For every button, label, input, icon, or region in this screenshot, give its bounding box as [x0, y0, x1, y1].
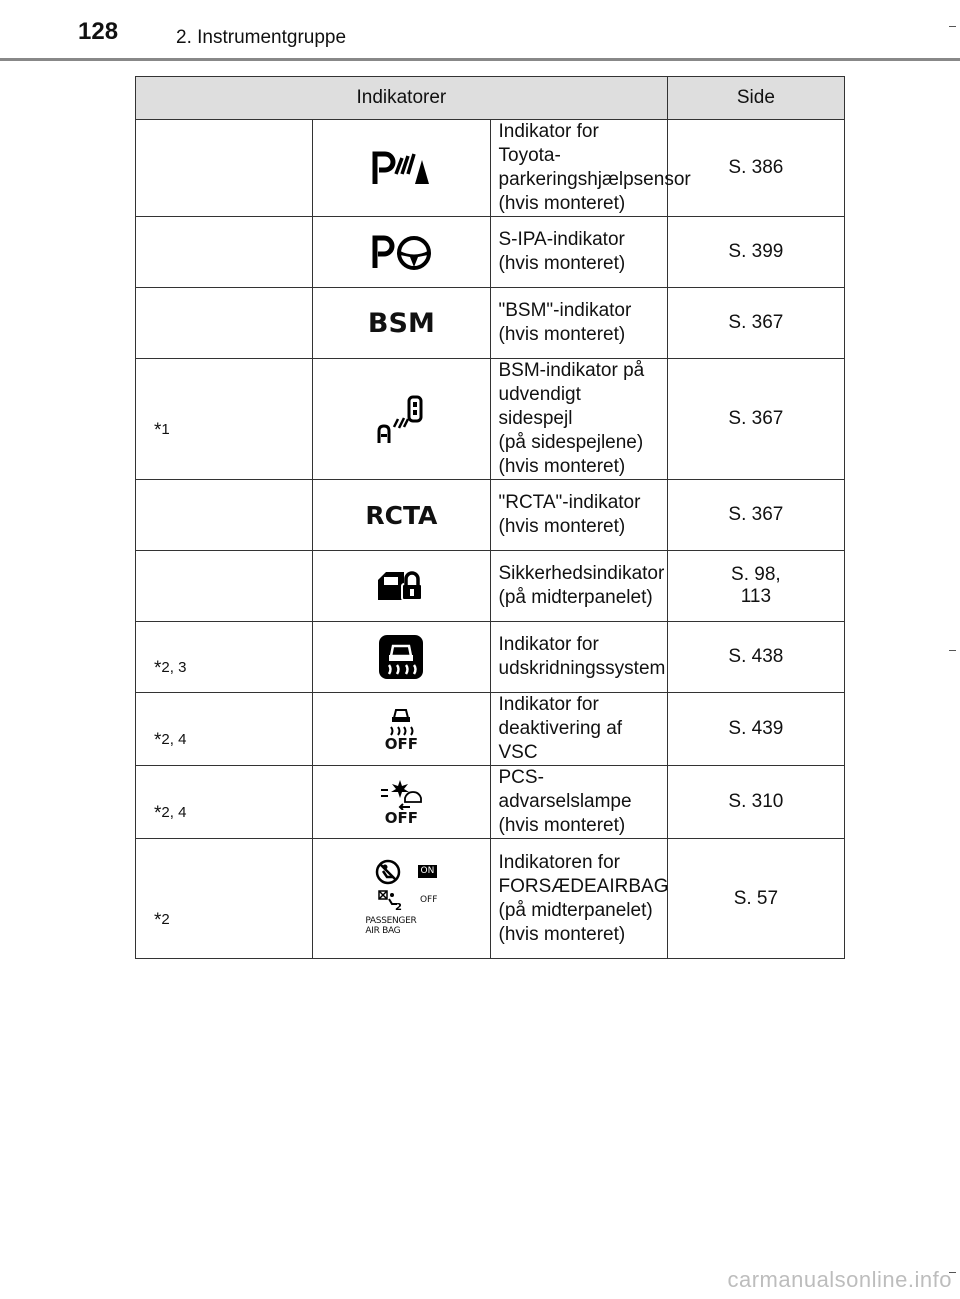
- page-reference-cell: [667, 288, 844, 359]
- footnote-number: 2, 4: [161, 804, 187, 821]
- icon-cell: [313, 622, 490, 693]
- icon-cell: [313, 551, 490, 622]
- note-cell: [136, 359, 313, 480]
- footnote-marker: *2: [154, 909, 170, 931]
- page-reference-cell: [667, 693, 844, 766]
- description-line: (på midterpanelet) (hvis monteret): [498, 899, 653, 945]
- chapter-title: 2. Instrumentgruppe: [176, 27, 347, 48]
- description-line: Indikatoren for FORSÆDEAIRBAG: [498, 851, 669, 897]
- note-cell: [136, 217, 313, 288]
- note-cell: [136, 622, 313, 693]
- page-reference-cell: [667, 839, 844, 959]
- page-reference: S. 367: [728, 504, 784, 525]
- icon-cell: [313, 480, 490, 551]
- footnote-marker: *2, 3: [154, 658, 187, 679]
- bsm-icon: BSM: [367, 307, 435, 339]
- page-reference-cell: [667, 622, 844, 693]
- page-reference: 113: [740, 586, 772, 607]
- table-row: [136, 480, 845, 551]
- table-header-row: [136, 77, 845, 120]
- icon-cell: [313, 288, 490, 359]
- page-reference-cell: [667, 120, 844, 217]
- note-cell: [136, 551, 313, 622]
- note-cell: [136, 766, 313, 839]
- description-cell: [490, 839, 667, 959]
- note-cell: [136, 288, 313, 359]
- icon-cell: [313, 839, 490, 959]
- footnote-number: 1: [161, 421, 170, 438]
- page-reference: S. 310: [728, 791, 784, 812]
- page-reference-cell: [667, 766, 844, 839]
- description-line: PCS-advarselslampe (hvis monteret): [498, 767, 632, 836]
- note-cell: [136, 480, 313, 551]
- page-reference: S. 439: [728, 718, 784, 739]
- table-row: [136, 551, 845, 622]
- crop-mark: [949, 26, 956, 27]
- airbag-label: AIR BAG: [365, 925, 401, 936]
- rcta-icon: RCTA: [365, 500, 438, 530]
- off-badge: OFF: [419, 894, 438, 905]
- description-line: Indikator for deaktivering af VSC: [498, 694, 623, 763]
- page-reference-cell: [667, 551, 844, 622]
- page-reference: S. 367: [728, 408, 784, 429]
- description-cell: [490, 120, 691, 217]
- table-row: [136, 622, 845, 693]
- table-row: [136, 120, 845, 217]
- table-row: [136, 217, 845, 288]
- description-line: S-IPA-indikator (hvis monteret): [498, 229, 626, 274]
- table-row: [136, 359, 845, 480]
- passenger-label: PASSENGER: [365, 915, 417, 926]
- parking-sensor-icon: [313, 148, 489, 188]
- footnote-number: 2, 4: [161, 731, 187, 748]
- vsc-off-icon: [313, 706, 489, 752]
- description-line: "BSM"-indikator (hvis monteret): [498, 300, 632, 345]
- page-reference: S. 57: [733, 887, 779, 909]
- note-cell: [136, 839, 313, 959]
- description-cell: [490, 480, 667, 551]
- column-header-indicators: Indikatorer: [136, 77, 668, 120]
- off-label: OFF: [384, 735, 418, 753]
- footnote-number: 2, 3: [161, 659, 187, 676]
- description-cell: [490, 766, 667, 839]
- page-reference: S. 98,: [731, 564, 781, 585]
- description-cell: [490, 359, 667, 480]
- page-reference-cell: [667, 217, 844, 288]
- description-line: (hvis monteret): [498, 193, 626, 214]
- page-reference: S. 438: [728, 646, 784, 667]
- s-ipa-icon: [313, 232, 489, 272]
- slip-indicator-icon: [313, 634, 489, 680]
- description-cell: [490, 217, 667, 288]
- airbag-off-icon: [377, 889, 405, 911]
- icon-cell: [313, 217, 490, 288]
- page-reference-cell: [667, 480, 844, 551]
- on-badge: ON: [418, 865, 438, 878]
- description-line: (på sidespejlene) (hvis monteret): [498, 432, 644, 477]
- page-reference-cell: [667, 359, 844, 480]
- icon-cell: [313, 359, 490, 480]
- header-rule: [0, 58, 960, 61]
- page-number: 128: [78, 18, 119, 45]
- icon-cell: [313, 693, 490, 766]
- description-line: Indikator for Toyota-parkeringshjælpsensor: [498, 121, 691, 190]
- description-cell: [490, 551, 667, 622]
- footnote-marker: *2, 4: [154, 730, 187, 751]
- description-line: BSM-indikator på udvendigt sidespejl: [498, 360, 645, 429]
- footnote-marker: *2, 4: [154, 803, 187, 824]
- description-line: "RCTA"-indikator (hvis monteret): [498, 492, 641, 537]
- footnote-marker: *1: [154, 420, 170, 441]
- airbag-crossed-icon: [375, 859, 403, 885]
- description-line: Sikkerhedsindikator (på midterpanelet): [498, 563, 665, 608]
- description-line: Indikator for udskridningssystem: [498, 634, 666, 679]
- indicator-table: [135, 76, 845, 959]
- page-header: [0, 0, 960, 62]
- description-cell: [490, 288, 667, 359]
- description-cell: [490, 622, 667, 693]
- page-reference: S. 399: [728, 241, 784, 262]
- page-reference: S. 367: [728, 312, 784, 333]
- description-cell: [490, 693, 667, 766]
- table-row: [136, 288, 845, 359]
- bsm-mirror-icon: [313, 393, 489, 445]
- note-cell: [136, 120, 313, 217]
- column-header-page: Side: [667, 77, 844, 120]
- passenger-airbag-icon: [365, 859, 437, 936]
- table-row: [136, 839, 845, 959]
- watermark: carmanualsonline.info: [727, 1267, 952, 1292]
- table-row: [136, 693, 845, 766]
- page-reference: S. 386: [728, 157, 784, 178]
- table-row: [136, 766, 845, 839]
- security-icon: [313, 568, 489, 604]
- crop-mark: [949, 650, 956, 651]
- off-label: OFF: [384, 809, 418, 827]
- note-cell: [136, 693, 313, 766]
- icon-cell: [313, 766, 490, 839]
- svg-text:2: 2: [394, 901, 402, 911]
- pcs-off-icon: [313, 778, 489, 826]
- icon-cell: [313, 120, 490, 217]
- footnote-number: 2: [161, 910, 170, 928]
